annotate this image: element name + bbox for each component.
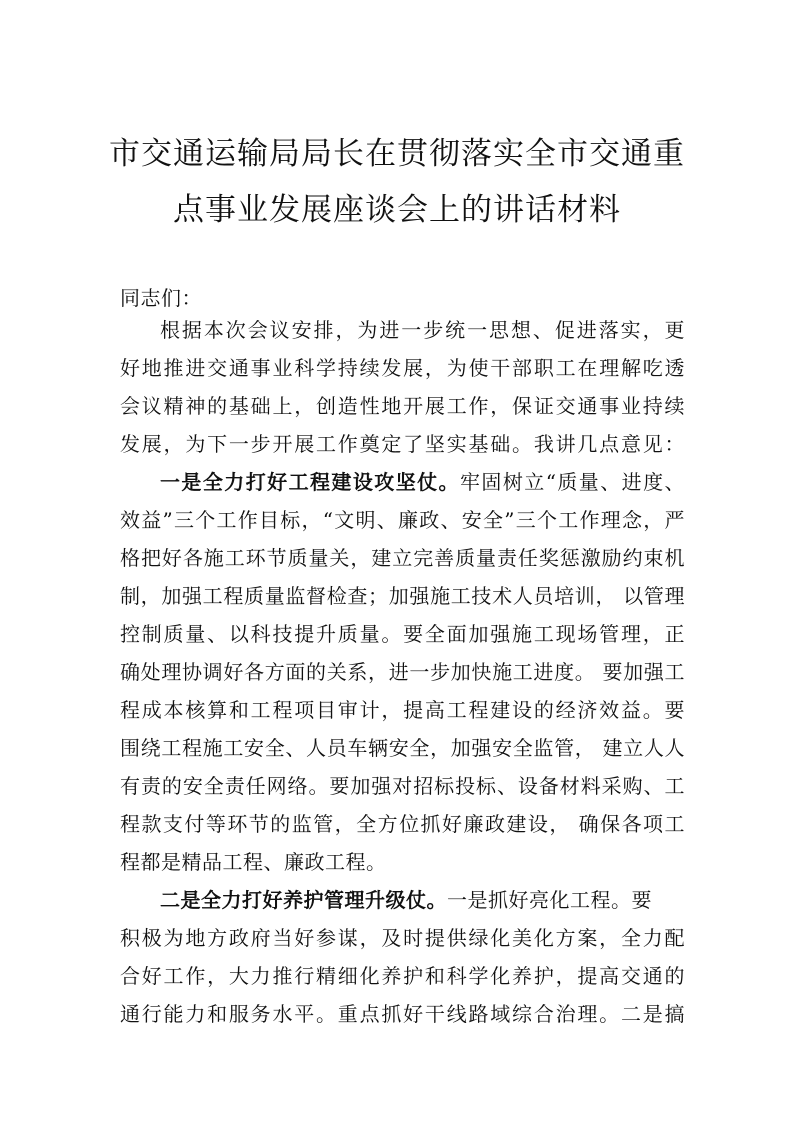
paragraph-line [160,467,685,497]
paragraph-line: 有责的安全责任网络。要加强对招标投标、设备材料采购、工 [120,774,685,798]
paragraph-line: 通行能力和服务水平。重点抓好干线路域综合治理。二是搞 [120,1002,685,1026]
paragraph-line: 会议精神的基础上，创造性地开展工作，保证交通事业持续 [120,394,685,418]
paragraph-line: 程款支付等环节的监管，全方位抓好廉政建设， 确保各项工 [120,812,685,836]
document-title-line-1: 市交通运输局局长在贯彻落实全市交通重 [109,136,685,172]
paragraph-line: 格把好各施工环节质量关，建立完善质量责任奖惩激励约束机 [120,546,685,570]
paragraph-text: 一是抓好亮化工程。要 [447,888,652,912]
paragraph-line: 确处理协调好各方面的关系，进一步加快施工进度。 要加强工 [120,660,685,684]
paragraph-line: 好地推进交通事业科学持续发展，为使干部职工在理解吃透 [120,356,685,380]
paragraph-line: 根据本次会议安排，为进一步统一思想、促进落实，更 [160,318,685,342]
paragraph-line [160,885,685,915]
paragraph-line: 积极为地方政府当好参谋，及时提供绿化美化方案，全力配 [120,926,685,950]
section-heading: 一是全力打好工程建设攻坚仗。 [160,470,460,494]
paragraph-line: 合好工作，大力推行精细化养护和科学化养护，提高交通的 [120,964,685,988]
paragraph-text: 牢固树立“质量、进度、 [460,470,686,494]
section-heading: 二是全力打好养护管理升级仗。 [160,888,447,912]
paragraph-line: 制，加强工程质量监督检查；加强施工技术人员培训， 以管理 [120,584,685,608]
paragraph-line: 围绕工程施工安全、人员车辆安全，加强安全监管， 建立人人 [120,736,685,760]
paragraph-line: 效益”三个工作目标，“文明、廉政、安全”三个工作理念，严 [120,508,685,532]
paragraph-line: 程都是精品工程、廉政工程。 [120,850,387,874]
paragraph-line: 程成本核算和工程项目审计，提高工程建设的经济效益。要 [120,698,685,722]
paragraph-line: 控制质量、以科技提升质量。要全面加强施工现场管理，正 [120,622,685,646]
salutation: 同志们： [120,286,202,310]
paragraph-line: 发展，为下一步开展工作奠定了坚实基础。我讲几点意见： [120,432,685,456]
document-title-line-2: 点事业发展座谈会上的讲话材料 [173,192,621,228]
